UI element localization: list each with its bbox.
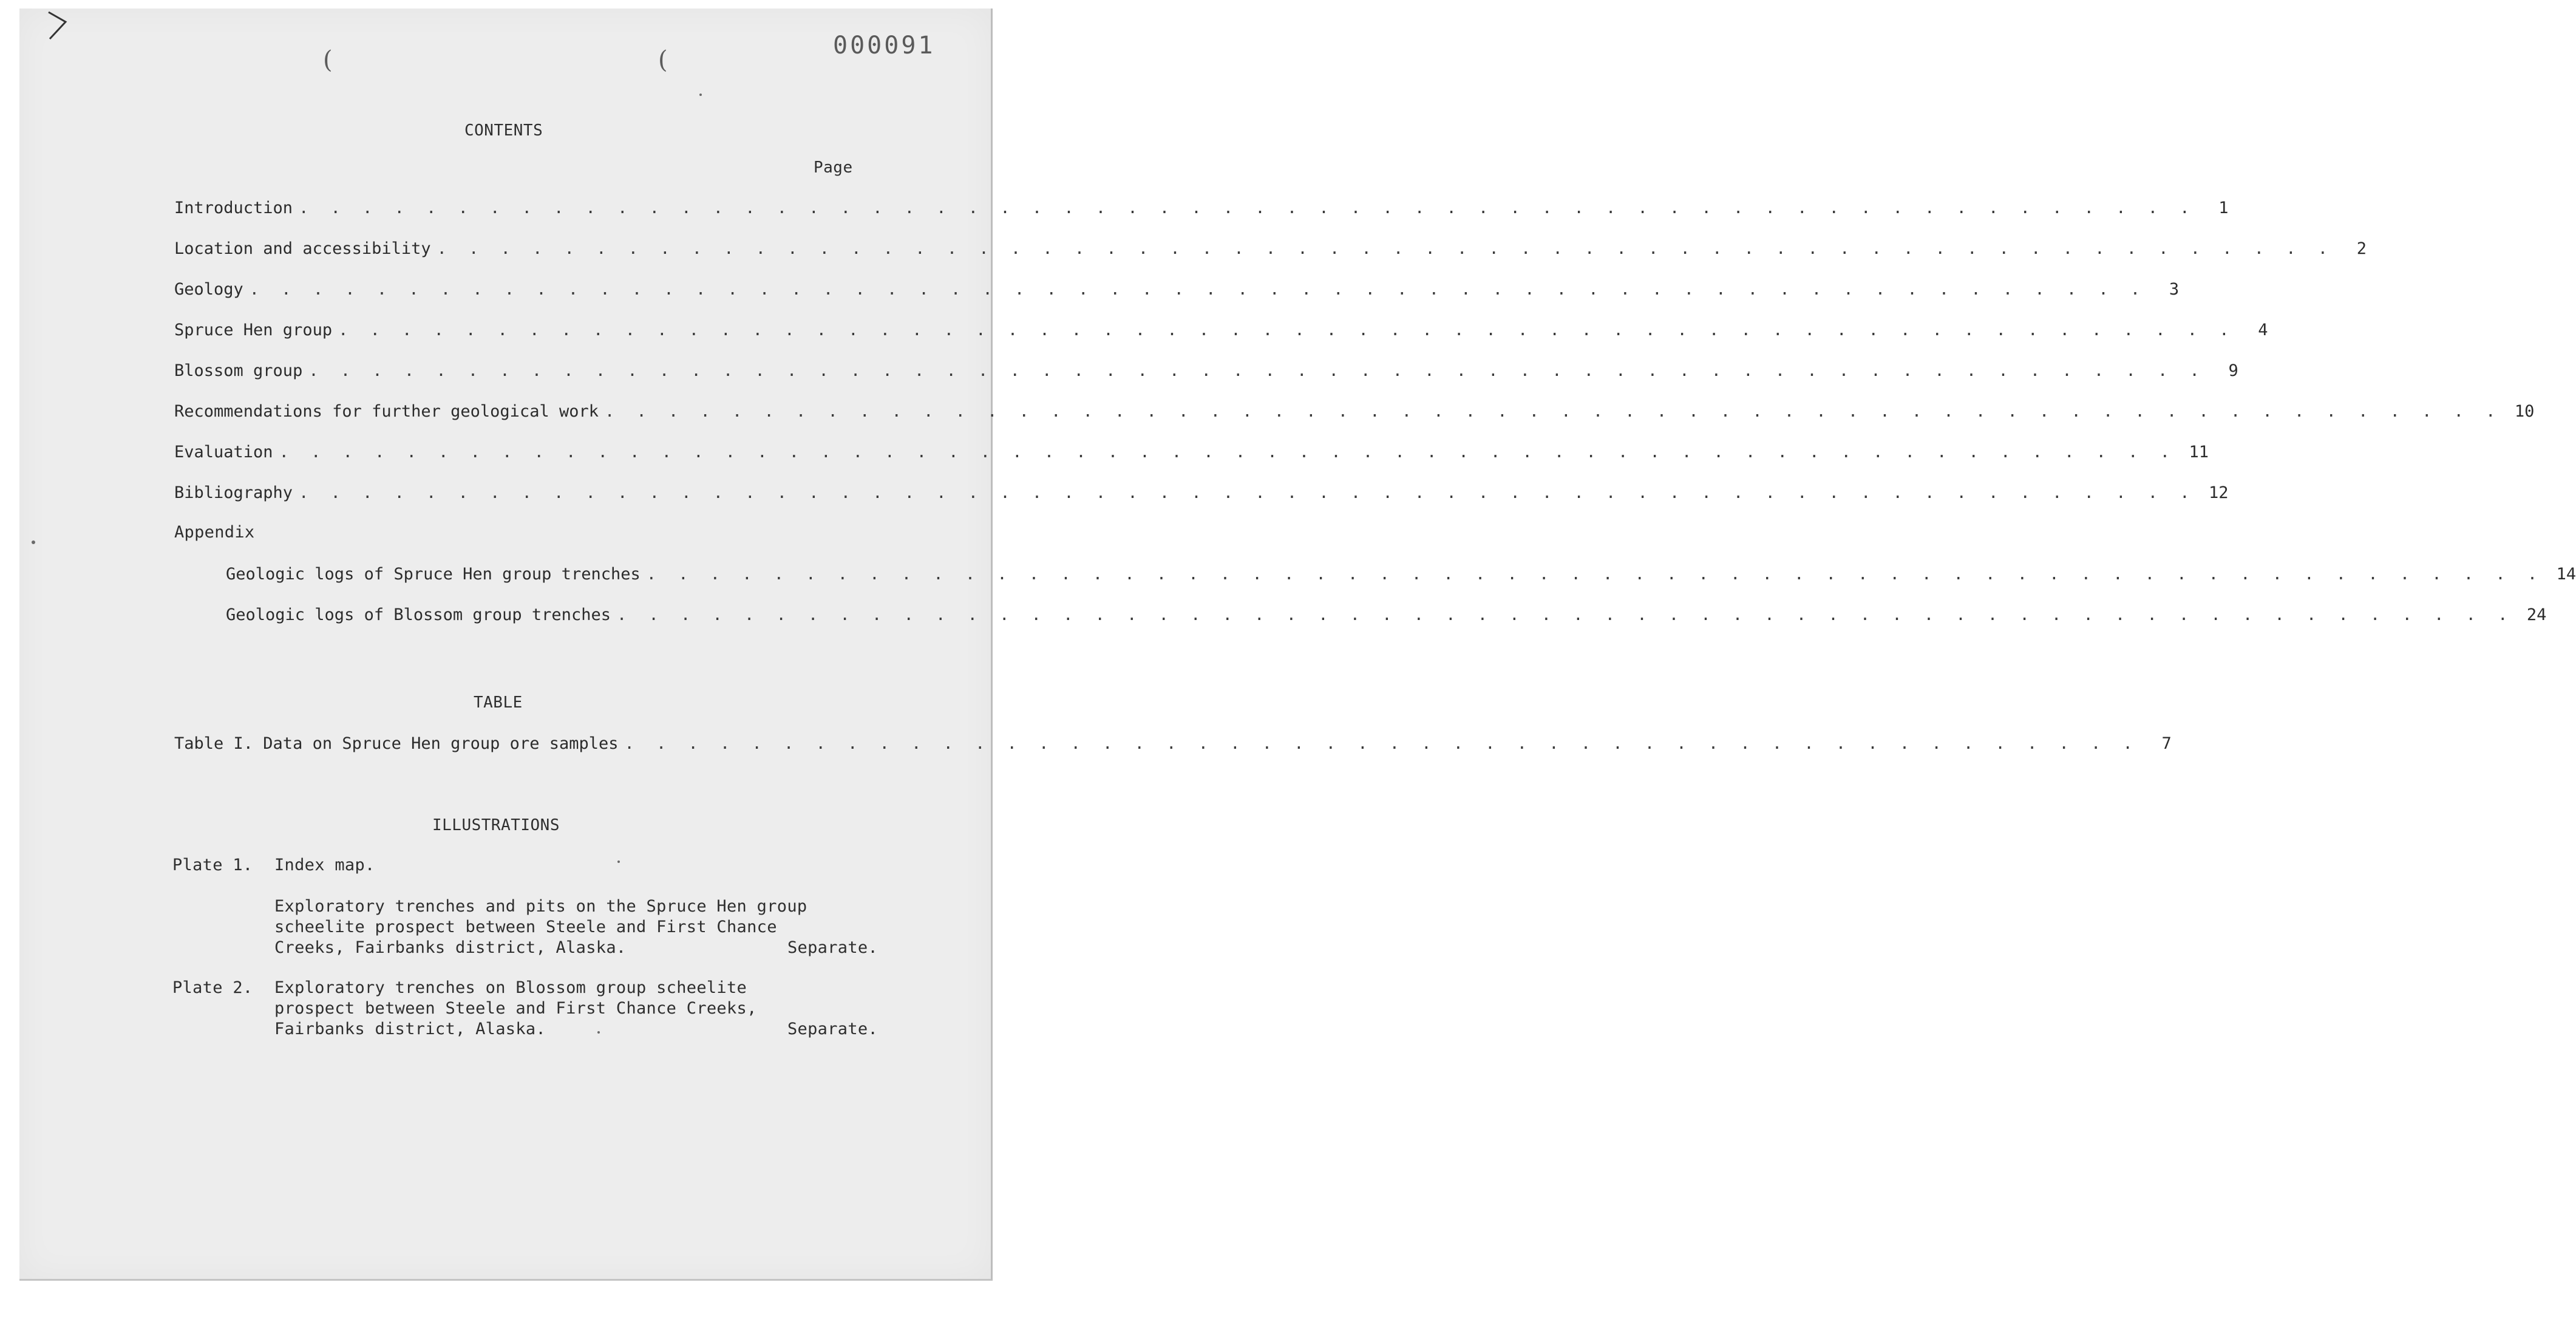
toc-entry [174,482,2229,503]
toc-dot-leader: . . . . . . . . . . . . . . . . . . . . . . . . . . . . . . . . . . . . . . . . . . . . . . . . . . . . . . . . . . . . [437,239,2334,258]
toc-entry-label: Bibliography [174,483,293,502]
appendix-entry [226,604,2547,625]
scan-mark-paren-right: ( [658,46,668,74]
plate-1-description-line: Creeks, Fairbanks district, Alaska. [274,938,627,957]
scan-speck [597,1031,600,1034]
plate-1-title: Index map. [274,856,375,874]
toc-entry [174,237,2367,259]
corner-fold-mark-icon [46,11,70,41]
toc-entry-page: 12 [2208,483,2229,502]
toc-entry-label: Location and accessibility [174,239,431,258]
table-entry-page: 7 [2161,734,2172,753]
toc-entry [174,278,2180,300]
toc-entry-label: Recommendations for further geological work [174,402,599,421]
toc-entry-label: Evaluation [174,443,273,462]
toc-dot-leader: . . . . . . . . . . . . . . . . . . . . . . . . . . . . . . . . . . . . . . . . . . . . . . . . . . . . . . . . . . . . [249,280,2147,299]
toc-entry-page: 11 [2189,443,2209,462]
toc-dot-leader: . . . . . . . . . . . . . . . . . . . . . . . . . . . . . . . . . . . . . . . . . . . . . . . . . . . . . . . . . . . . [279,443,2176,462]
plate-1-description-line: scheelite prospect between Steele and First Chance [274,918,777,936]
toc-entry-page: 9 [2228,361,2238,380]
toc-entry [174,197,2229,219]
toc-entry-label: Blossom group [174,361,303,380]
table-entry-label: Table I. Data on Spruce Hen group ore samples [174,734,619,753]
toc-dot-leader: . . . . . . . . . . . . . . . . . . . . . . . . . . . . . . . . . . . . . . . . . . . . . . . . . . . . . . . . . . . . [604,402,2502,421]
appendix-entry-label: Geologic logs of Blossom group trenches [226,605,611,624]
toc-entry-page: 3 [2169,280,2180,299]
contents-heading: CONTENTS [464,121,543,140]
toc-entry-page: 4 [2258,321,2268,339]
plate-1-location: Separate. [787,938,878,957]
toc-entry [174,360,2238,381]
toc-entry-label: Spruce Hen group [174,321,333,339]
table-entry [174,732,2172,754]
toc-entry-label: Introduction [174,199,293,217]
toc-entry-label: Geology [174,280,243,299]
appendix-heading: Appendix [174,523,255,542]
document-stamp-number: 000091 [833,32,936,60]
toc-dot-leader: . . . . . . . . . . . . . . . . . . . . . . . . . . . . . . . . . . . . . . . . . . . . . . . . . . . . . . . . . . . . [646,565,2544,584]
toc-entry-page: 1 [2218,199,2229,217]
toc-dot-leader: . . . . . . . . . . . . . . . . . . . . . . . . . . . . . . . . . . . . . . . . . . . . . . . . . . . . . . . . . . . . [299,199,2196,217]
appendix-entry-page: 24 [2526,605,2547,624]
toc-dot-leader: . . . . . . . . . . . . . . . . . . . . . . . . . . . . . . . . . . . . . . . . . . . . . . . . . . . . . . . . . . . . [308,361,2206,380]
appendix-entry [226,563,2576,585]
plate-1-id: Plate 1. [172,856,253,874]
document-page [19,9,2576,1281]
toc-dot-leader: . . . . . . . . . . . . . . . . . . . . . . . . . . . . . . . . . . . . . . . . . . . . . . . . . . . . . . . . . . . . [616,605,2514,624]
scan-speck [617,861,620,863]
scan-speck [699,94,702,96]
illustrations-heading: ILLUSTRATIONS [432,816,560,834]
toc-dot-leader: . . . . . . . . . . . . . . . . . . . . . . . . . . . . . . . . . . . . . . . . . . . . . . . . . . . . . . . . . . . . [338,321,2235,339]
plate-1-description-line: Exploratory trenches and pits on the Spruce Hen group [274,897,807,916]
toc-entry [174,400,2535,422]
plate-2-description-line: Fairbanks district, Alaska. [274,1020,546,1038]
toc-entry-page: 10 [2514,402,2535,421]
scan-mark-paren-left: ( [323,46,333,74]
appendix-entry-label: Geologic logs of Spruce Hen group trenches [226,565,641,584]
table-heading: TABLE [474,694,523,712]
toc-entry [174,319,2268,341]
toc-dot-leader: . . . . . . . . . . . . . . . . . . . . . . . . . . . . . . . . . . . . . . . . . . . . . . . . [624,734,2139,753]
plate-2-description-line: prospect between Steele and First Chance Creeks, [274,999,757,1018]
plate-2-location: Separate. [787,1020,878,1038]
appendix-entry-page: 14 [2556,565,2576,584]
toc-dot-leader: . . . . . . . . . . . . . . . . . . . . . . . . . . . . . . . . . . . . . . . . . . . . . . . . . . . . . . . . . . . . [299,483,2196,502]
scan-speck [32,540,35,544]
plate-2-id: Plate 2. [172,978,253,997]
plate-2-description-line: Exploratory trenches on Blossom group scheelite [274,978,747,997]
toc-entry [174,441,2209,463]
page-column-heading: Page [814,158,853,177]
toc-entry-page: 2 [2356,239,2367,258]
